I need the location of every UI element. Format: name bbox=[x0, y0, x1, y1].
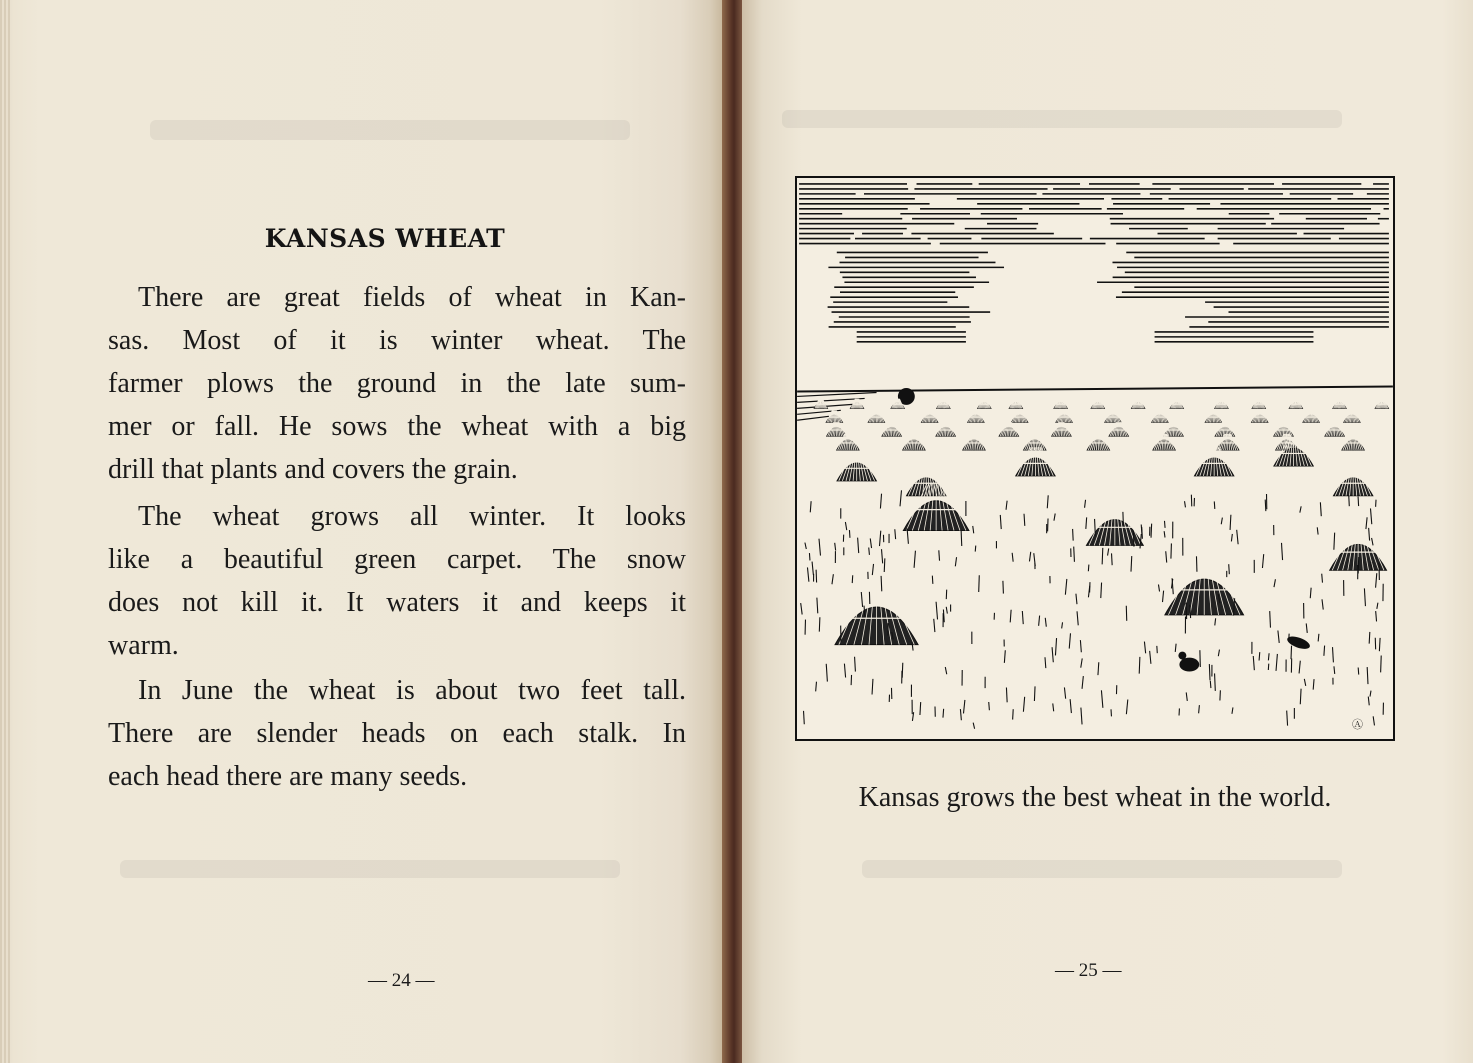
grass-stroke bbox=[955, 557, 956, 566]
grass-stroke bbox=[1010, 610, 1011, 623]
paragraph-3 bbox=[108, 669, 686, 798]
grass-stroke bbox=[1004, 650, 1005, 663]
grass-stroke bbox=[1074, 547, 1075, 562]
grass-stroke bbox=[900, 490, 901, 506]
wheat-shock-icon bbox=[1012, 411, 1028, 423]
bird-icon bbox=[1286, 634, 1312, 651]
wheat-shock-icon bbox=[922, 411, 938, 423]
grass-stroke bbox=[812, 562, 813, 575]
grass-stroke bbox=[1287, 711, 1288, 726]
grass-stroke bbox=[1141, 524, 1142, 534]
grass-stroke bbox=[1276, 654, 1277, 671]
grass-stroke bbox=[1144, 642, 1145, 654]
grass-stroke bbox=[1209, 664, 1210, 680]
grass-stroke bbox=[1073, 529, 1074, 541]
grass-stroke bbox=[819, 617, 820, 631]
wheat-shock-icon bbox=[1016, 447, 1055, 476]
grass-stroke bbox=[1232, 707, 1233, 713]
grass-stroke bbox=[1370, 691, 1371, 697]
grass-stroke bbox=[1055, 638, 1056, 655]
grass-stroke bbox=[1164, 531, 1165, 537]
wheat-shock-icon bbox=[968, 411, 984, 423]
grass-stroke bbox=[1318, 634, 1319, 642]
wheat-shocks bbox=[814, 399, 1388, 645]
show-through bbox=[150, 120, 630, 140]
grass-stroke bbox=[943, 709, 944, 718]
grass-stroke bbox=[1367, 667, 1368, 684]
grass-stroke bbox=[920, 702, 921, 715]
wheat-shock-icon bbox=[1009, 399, 1022, 409]
bird-icon bbox=[1179, 658, 1199, 672]
show-through bbox=[782, 110, 1342, 128]
grass-stroke bbox=[1101, 583, 1102, 599]
grass-stroke bbox=[1070, 699, 1071, 713]
text-line: warm. bbox=[108, 630, 179, 661]
grass-stroke bbox=[884, 558, 885, 572]
grass-stroke bbox=[1300, 506, 1301, 512]
grass-stroke bbox=[826, 664, 827, 682]
grass-stroke bbox=[1270, 611, 1271, 628]
grass-stroke bbox=[861, 592, 862, 607]
wheat-shock-icon bbox=[1194, 447, 1233, 476]
grass-stroke bbox=[1358, 496, 1359, 506]
wheat-shock-icon bbox=[1333, 399, 1346, 409]
grass-stroke bbox=[1069, 633, 1070, 648]
text-line: farmer plows the ground in the late sum- bbox=[108, 368, 686, 399]
wheat-shock-icon bbox=[1152, 411, 1168, 423]
grass-stroke bbox=[1334, 666, 1335, 674]
grass-stroke bbox=[1369, 632, 1370, 644]
grass-stroke bbox=[1003, 581, 1004, 594]
show-through bbox=[120, 860, 620, 878]
grass-stroke bbox=[1366, 517, 1367, 529]
grass-stroke bbox=[1376, 611, 1377, 621]
text-line: does not kill it. It waters it and keeps it bbox=[108, 587, 686, 618]
text-line: There are slender heads on each stalk. In bbox=[108, 718, 686, 749]
grass-stroke bbox=[979, 575, 980, 592]
grass-stroke bbox=[1065, 579, 1066, 595]
grass-stroke bbox=[1214, 501, 1215, 509]
bird-head bbox=[1178, 652, 1186, 660]
grass-stroke bbox=[1300, 689, 1301, 705]
wheat-shock-icon bbox=[837, 452, 876, 481]
grass-stroke bbox=[858, 538, 859, 553]
wheat-shock-icon bbox=[1054, 399, 1067, 409]
grass-stroke bbox=[1253, 656, 1254, 670]
grass-stroke bbox=[880, 494, 881, 509]
grass-stroke bbox=[1012, 553, 1013, 562]
grass-stroke bbox=[810, 501, 811, 512]
wheat-shock-icon bbox=[1303, 411, 1319, 423]
grass-stroke bbox=[1373, 716, 1374, 725]
grass-stroke bbox=[1045, 657, 1046, 668]
grass-stroke bbox=[1052, 647, 1053, 662]
grass-stroke bbox=[1317, 527, 1318, 534]
wheat-shock-icon bbox=[1342, 434, 1364, 450]
grass-stroke bbox=[805, 543, 806, 549]
grass-stroke bbox=[1310, 588, 1311, 599]
grass-stroke bbox=[881, 576, 882, 591]
wheat-shock-icon bbox=[850, 399, 863, 409]
grass-stroke bbox=[989, 702, 990, 710]
grass-stroke bbox=[849, 530, 850, 538]
grass-stroke bbox=[1024, 514, 1025, 526]
wheat-shock-icon bbox=[937, 399, 950, 409]
grass-stroke bbox=[1376, 573, 1377, 588]
wheat-shock-icon bbox=[1105, 411, 1121, 423]
wheat-field-shocks-illustration bbox=[795, 176, 1395, 741]
grass-stroke bbox=[1364, 588, 1365, 606]
grass-stroke bbox=[1166, 551, 1167, 562]
grass-stroke bbox=[1164, 521, 1165, 528]
wheat-shock-icon bbox=[1056, 411, 1072, 423]
grass-stroke bbox=[882, 549, 883, 563]
grass-stroke bbox=[1076, 594, 1077, 604]
grass-stroke bbox=[1268, 653, 1269, 660]
grass-stroke bbox=[1237, 530, 1238, 544]
grass-stroke bbox=[1377, 603, 1378, 609]
wheat-shock-icon bbox=[1325, 422, 1344, 436]
grass-stroke bbox=[1369, 528, 1370, 541]
wheat-shock-icon bbox=[1132, 399, 1145, 409]
grass-stroke bbox=[1231, 534, 1232, 542]
grass-stroke bbox=[895, 529, 896, 539]
artist-monogram-icon: Ⓐ bbox=[1352, 718, 1363, 731]
page-number-left: — 24 — bbox=[368, 970, 435, 991]
grass-stroke bbox=[1313, 679, 1314, 690]
grass-stroke bbox=[832, 574, 833, 584]
grass-stroke bbox=[1082, 676, 1083, 689]
text-line: The wheat grows all winter. It looks bbox=[138, 501, 686, 532]
grass-stroke bbox=[973, 723, 974, 729]
wheat-field-shocks-illustration-drawing bbox=[797, 178, 1393, 739]
grass-stroke bbox=[932, 576, 933, 584]
grass-stroke bbox=[1368, 697, 1369, 706]
grass-stroke bbox=[1131, 556, 1132, 572]
grass-stroke bbox=[1034, 686, 1035, 701]
grass-stroke bbox=[1022, 611, 1023, 624]
grass-stroke bbox=[975, 546, 976, 552]
text-line: like a beautiful green carpet. The snow bbox=[108, 544, 686, 575]
grass-stroke bbox=[1086, 517, 1087, 529]
grass-stroke bbox=[1095, 519, 1096, 536]
grass-stroke bbox=[872, 564, 873, 575]
grass-stroke bbox=[1322, 599, 1323, 609]
grass-stroke bbox=[1000, 515, 1001, 529]
grass-stroke bbox=[1053, 703, 1054, 711]
grass-stroke bbox=[1370, 508, 1371, 524]
show-through bbox=[862, 860, 1342, 878]
wheat-shock-icon bbox=[1165, 558, 1244, 615]
grass-stroke bbox=[801, 603, 802, 614]
text-line: drill that plants and covers the grain. bbox=[108, 454, 518, 485]
paragraph-1 bbox=[108, 276, 686, 491]
grass-stroke bbox=[870, 538, 871, 548]
wheat-shock-icon bbox=[1170, 399, 1183, 409]
grass-stroke bbox=[1306, 623, 1307, 632]
grass-stroke bbox=[1199, 705, 1200, 713]
grass-stroke bbox=[973, 526, 974, 533]
grass-stroke bbox=[1304, 679, 1305, 686]
grass-stroke bbox=[1047, 495, 1048, 508]
grass-stroke bbox=[1210, 681, 1211, 688]
wheat-shock-icon bbox=[1024, 434, 1046, 450]
wheat-shock-icon bbox=[1109, 422, 1128, 436]
grass-stroke bbox=[1013, 709, 1014, 719]
wheat-shock-icon bbox=[1215, 399, 1228, 409]
grass-stroke bbox=[1151, 524, 1152, 538]
grass-stroke bbox=[1054, 513, 1055, 520]
grass-stroke bbox=[1102, 548, 1103, 564]
grass-stroke bbox=[1140, 534, 1141, 548]
book-gutter bbox=[722, 0, 742, 1063]
grass-stroke bbox=[1045, 618, 1046, 627]
grass-stroke bbox=[1322, 574, 1323, 583]
grass-stroke bbox=[1088, 565, 1089, 572]
wheat-shock-icon bbox=[1205, 411, 1221, 423]
grass-stroke bbox=[816, 682, 817, 692]
grass-stroke bbox=[1126, 700, 1127, 715]
grass-stroke bbox=[1006, 687, 1007, 702]
grass-stroke bbox=[1262, 554, 1263, 568]
grass-stroke bbox=[1190, 605, 1191, 618]
grass-stroke bbox=[1023, 697, 1024, 712]
grass-stroke bbox=[1291, 646, 1292, 659]
page-edges bbox=[0, 0, 10, 1063]
grass-stroke bbox=[1150, 651, 1151, 664]
paragraph-2 bbox=[108, 495, 686, 667]
chapter-heading: KANSAS WHEAT bbox=[264, 224, 506, 253]
wheat-shock-icon bbox=[1375, 399, 1388, 409]
grass-stroke bbox=[1098, 662, 1099, 675]
grass-stroke bbox=[1320, 502, 1321, 516]
grass-stroke bbox=[1064, 687, 1065, 698]
grass-stroke bbox=[902, 663, 903, 678]
grass-stroke bbox=[1006, 501, 1007, 510]
grass-stroke bbox=[1029, 552, 1030, 562]
grass-stroke bbox=[1112, 553, 1113, 565]
wheat-shock-icon bbox=[1252, 411, 1268, 423]
wheat-shock-icon bbox=[999, 422, 1018, 436]
grass-stroke bbox=[961, 530, 962, 546]
grass-stroke bbox=[1215, 673, 1216, 690]
wheat-shock-icon bbox=[1087, 434, 1109, 450]
wheat-shock-icon bbox=[1274, 437, 1313, 466]
grass-stroke bbox=[869, 548, 870, 555]
grass-stroke bbox=[1085, 500, 1086, 508]
wheat-shock-icon bbox=[1091, 399, 1104, 409]
text-line: each head there are many seeds. bbox=[108, 761, 468, 792]
grass-stroke bbox=[1221, 518, 1222, 525]
grass-stroke bbox=[1230, 515, 1231, 530]
grass-stroke bbox=[1175, 644, 1176, 652]
grass-stroke bbox=[1080, 640, 1081, 652]
page-number-right: — 25 — bbox=[1055, 960, 1122, 981]
grass-stroke bbox=[1101, 690, 1102, 707]
grass-stroke bbox=[960, 709, 961, 720]
grass-stroke bbox=[852, 575, 853, 583]
grass-stroke bbox=[1077, 611, 1078, 625]
grass-stroke bbox=[855, 657, 856, 672]
grass-stroke bbox=[1186, 692, 1187, 701]
grass-stroke bbox=[1158, 585, 1159, 592]
left-page bbox=[0, 0, 722, 1063]
illustration-caption: Kansas grows the best wheat in the world. bbox=[858, 782, 1332, 813]
grass-stroke bbox=[807, 567, 808, 581]
text-line: In June the wheat is about two feet tall. bbox=[138, 675, 686, 706]
wheat-shock-icon bbox=[978, 399, 991, 409]
body-text bbox=[108, 276, 686, 798]
grass-stroke bbox=[1281, 543, 1282, 560]
grass-stroke bbox=[1324, 646, 1325, 656]
grass-stroke bbox=[1381, 656, 1382, 673]
field-furrow bbox=[797, 416, 829, 420]
grass-stroke bbox=[1081, 708, 1082, 725]
grass-stroke bbox=[1139, 657, 1140, 674]
wheat-shock-icon bbox=[1052, 422, 1071, 436]
grass-stroke bbox=[1039, 616, 1040, 626]
grass-stroke bbox=[1379, 638, 1380, 651]
grass-stroke bbox=[1215, 618, 1216, 625]
grass-stroke bbox=[1034, 553, 1035, 566]
grass-stroke bbox=[845, 522, 846, 530]
grass-stroke bbox=[945, 667, 946, 674]
grass-stroke bbox=[872, 679, 873, 695]
grass-stroke bbox=[946, 607, 947, 614]
grass-stroke bbox=[1081, 658, 1082, 667]
grass-stroke bbox=[1108, 548, 1109, 555]
grass-stroke bbox=[844, 664, 845, 678]
sky-hatching bbox=[799, 184, 1389, 342]
grass-stroke bbox=[1229, 564, 1230, 574]
grass-stroke bbox=[1218, 650, 1219, 657]
grass-stroke bbox=[1278, 631, 1279, 643]
grass-stroke bbox=[1265, 500, 1266, 512]
wheat-shock-icon bbox=[963, 434, 985, 450]
text-line: mer or fall. He sows the wheat with a big bbox=[108, 411, 686, 442]
grass-stroke bbox=[1274, 579, 1275, 587]
wheat-shock-icon bbox=[882, 422, 901, 436]
wheat-shock-icon bbox=[936, 422, 955, 436]
grass-stroke bbox=[879, 531, 880, 546]
text-line: sas. Most of it is winter wheat. The bbox=[108, 325, 686, 356]
grass-stroke bbox=[1186, 603, 1187, 619]
grass-stroke bbox=[1185, 501, 1186, 507]
wheat-shock-icon bbox=[1252, 399, 1265, 409]
grass-stroke bbox=[1062, 622, 1063, 628]
horizon-line bbox=[797, 387, 1393, 392]
grass-stroke bbox=[804, 711, 805, 724]
grass-stroke bbox=[1299, 661, 1300, 674]
grass-stroke bbox=[817, 598, 818, 614]
field-furrow bbox=[797, 392, 876, 396]
grass-stroke bbox=[934, 619, 935, 632]
grass-stroke bbox=[939, 550, 940, 560]
wheat-shock-icon bbox=[827, 422, 846, 436]
grass-stroke bbox=[1349, 495, 1350, 506]
grass-stroke bbox=[1372, 538, 1373, 545]
wheat-shock-icon bbox=[835, 584, 918, 644]
grass-stroke bbox=[1259, 652, 1260, 660]
grass-stroke bbox=[809, 553, 810, 560]
grass-stroke bbox=[1163, 591, 1164, 602]
grass-stroke bbox=[1334, 533, 1335, 550]
wheat-shock-icon bbox=[1333, 467, 1372, 496]
grass-stroke bbox=[819, 539, 820, 556]
wheat-shock-icon bbox=[868, 411, 884, 423]
grass-stroke bbox=[1358, 667, 1359, 674]
text-line: There are great fields of wheat in Kan- bbox=[138, 282, 686, 313]
wheat-shock-icon bbox=[1289, 399, 1302, 409]
grass-stroke bbox=[835, 543, 836, 551]
grass-stroke bbox=[1133, 531, 1134, 547]
grass-stroke bbox=[914, 551, 915, 568]
grass-stroke bbox=[964, 700, 965, 714]
grass-stroke bbox=[1333, 647, 1334, 662]
grass-stroke bbox=[936, 602, 937, 620]
wheat-shock-icon bbox=[903, 434, 925, 450]
wheat-shock-icon bbox=[1344, 411, 1360, 423]
